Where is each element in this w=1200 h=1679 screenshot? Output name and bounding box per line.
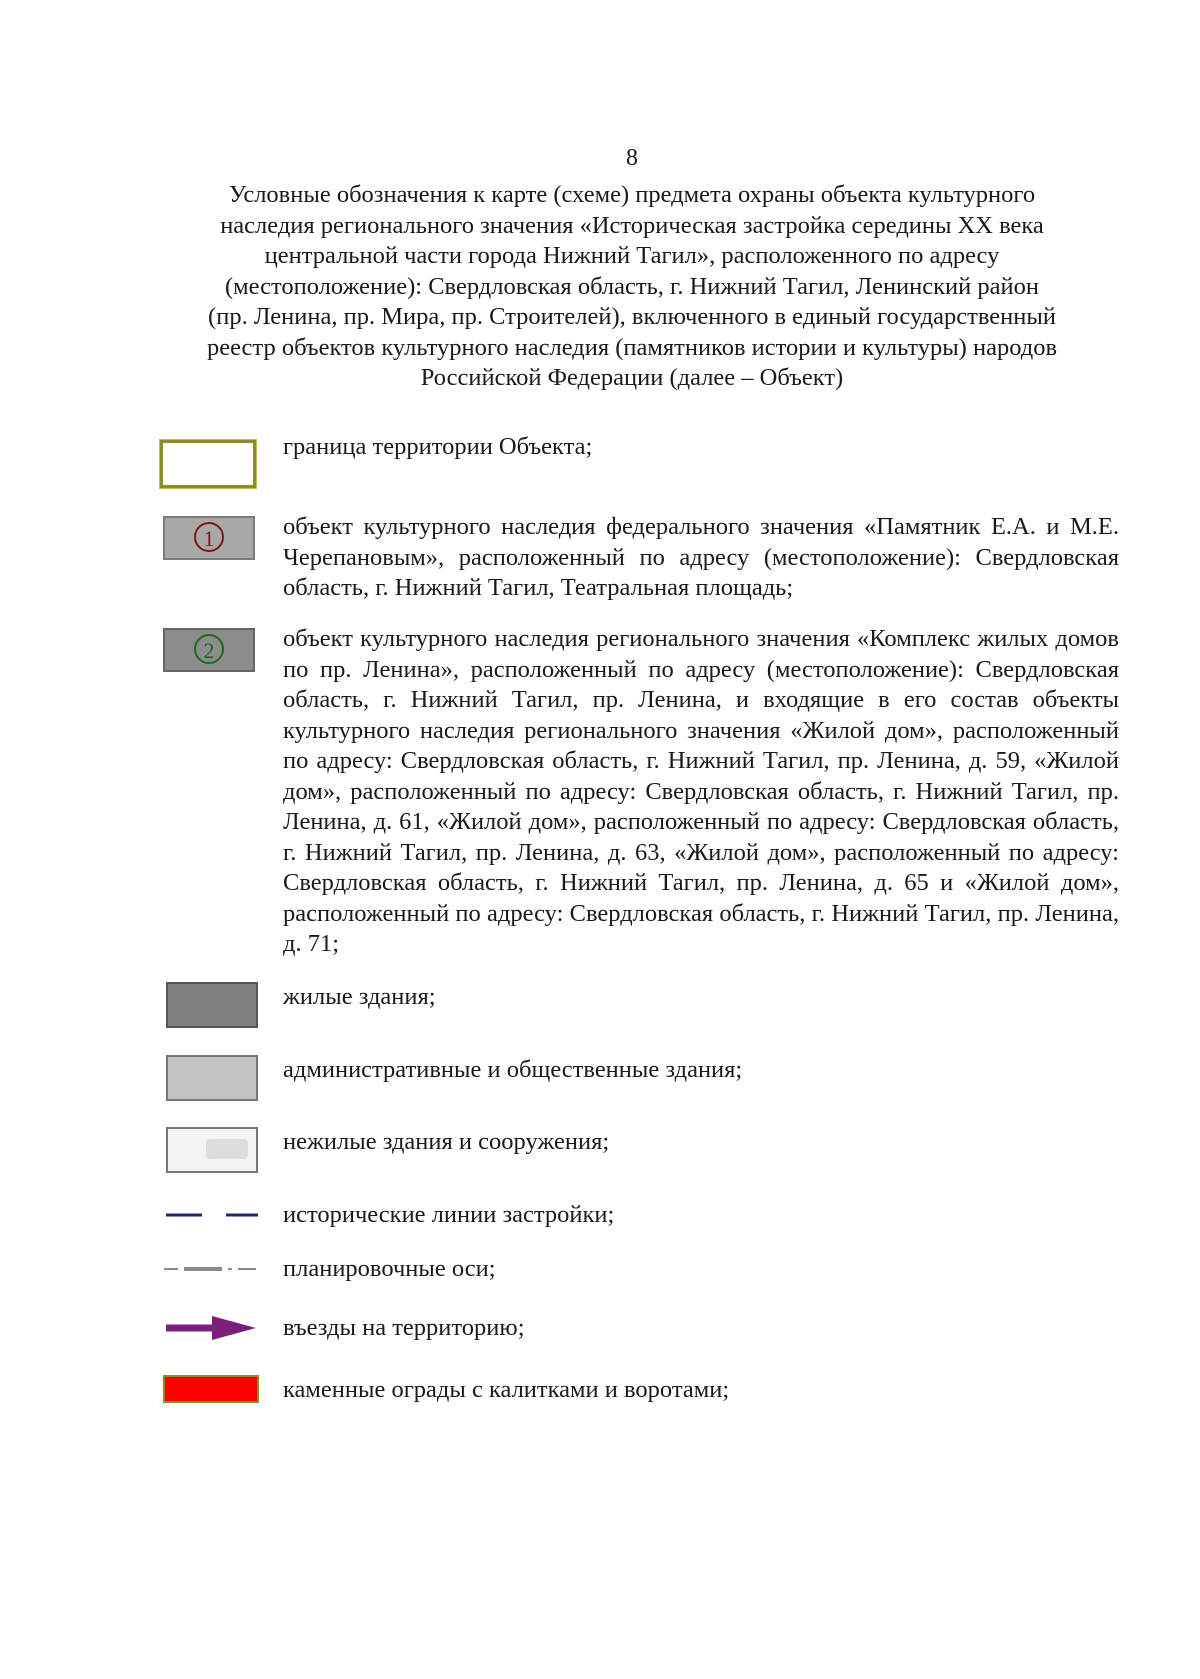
legend-text: жилые здания; — [283, 983, 436, 1010]
legend-text: исторические линии застройки; — [283, 1201, 615, 1228]
document-title — [150, 180, 1114, 394]
residential-symbol — [166, 982, 258, 1028]
planning-axis-symbol — [160, 1254, 260, 1284]
title-line: Российской Федерации (далее – Объект) — [420, 364, 844, 391]
title-line: Условные обозначения к карте (схеме) предмета охраны объекта культурного — [228, 181, 1036, 208]
title-line: наследия регионального значения «Историческая застройка середины XX века — [220, 211, 1044, 239]
boundary-symbol — [160, 440, 256, 488]
legend-text: административные и общественные здания; — [283, 1056, 743, 1083]
regional-heritage-symbol — [163, 628, 255, 672]
historic-line-symbol — [160, 1200, 260, 1230]
federal-heritage-symbol — [163, 516, 255, 560]
legend-text: объект культурного наследия регионального значения «Комплекс жилых домов по пр. Ленина», расположенный по адресу (местоположение): Свердловская область, г. Нижний Тагил, пр. Ленина, и входящие в его состав объекты культурного наследия регионального значения «Жилой дом», расположенный по адресу: Свердловская область, г. Нижний Тагил, пр. Ленина, д. 59, «Жилой дом», расположенный по адресу: Свердловская область, г. Нижний Тагил, пр. Ленина, д. 61, «Жилой дом», расположенный по адресу: Свердловская область, г. Нижний Тагил, пр. Ленина, д. 63, «Жилой дом», расположенный по адресу: Свердловская область, г. Нижний Тагил, пр. Ленина, д. 65 и «Жилой дом», расположенный по адресу: Свердловская область, г. Нижний Тагил, пр. Ленина, д. 71; — [283, 625, 1119, 957]
legend-text: планировочные оси; — [283, 1255, 496, 1282]
legend-text: въезды на территорию; — [283, 1314, 525, 1341]
entrance-arrow-symbol — [160, 1313, 260, 1343]
legend-text: объект культурного наследия федерального значения «Памятник Е.А. и М.Е. Черепановым», расположенный по адресу (местоположение): Свердловская область, г. Нижний Тагил, Театральная площадь; — [283, 513, 1119, 601]
stone-fence-symbol — [163, 1375, 259, 1403]
page-number: 8 — [626, 145, 638, 171]
marker-1: 1 — [194, 522, 224, 552]
non-residential-symbol — [166, 1127, 258, 1173]
title-line: реестр объектов культурного наследия (памятников истории и культуры) народов — [206, 333, 1058, 361]
title-line: (пр. Ленина, пр. Мира, пр. Строителей), включенного в единый государственный — [208, 303, 1056, 330]
title-line: (местоположение): Свердловская область, г. Нижний Тагил, Ленинский район — [224, 272, 1039, 300]
legend-text: граница территории Объекта; — [283, 433, 593, 460]
marker-2: 2 — [194, 634, 224, 664]
administrative-symbol — [166, 1055, 258, 1101]
legend-text: каменные ограды с калитками и воротами; — [283, 1376, 730, 1403]
title-line: центральной части города Нижний Тагил», расположенного по адресу — [264, 242, 1000, 269]
legend-text: нежилые здания и сооружения; — [283, 1128, 610, 1155]
